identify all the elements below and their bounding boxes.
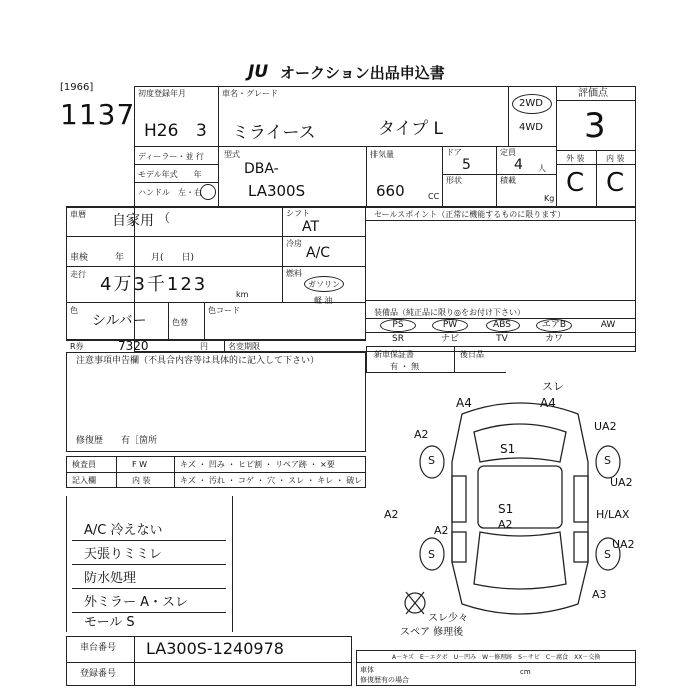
mark-s1-roof: S1 xyxy=(500,442,516,456)
repair-label: 修復歴 有［箇所 xyxy=(76,436,158,446)
legend-row1: A－キズ E－エクボ U－凹み W－修理跡 S－サビ C－腐食 XX－交換 xyxy=(392,654,601,661)
mark-s1-mid: S1 xyxy=(498,502,514,516)
usage-paren: （ xyxy=(158,211,171,225)
mark-s-wheel-4: S xyxy=(604,548,611,561)
equip-aw: AW xyxy=(600,320,616,330)
drive-2wd: 2WD xyxy=(519,98,543,109)
legend-cm: cm xyxy=(520,668,531,676)
legend-row2: 車体 xyxy=(360,666,374,674)
shift-value: AT xyxy=(302,219,320,235)
kg-unit: Kg xyxy=(544,194,555,203)
mark-s-wheel-2: S xyxy=(604,454,611,467)
mark-a3: A3 xyxy=(592,588,607,601)
displacement-label: 排気量 xyxy=(370,150,394,159)
first-reg-month: 3 xyxy=(196,121,207,141)
warranty-label: 新車保証書 xyxy=(374,350,414,359)
color-code-label: 色コード xyxy=(208,306,240,315)
mark-s-wheel-3: S xyxy=(428,548,435,561)
name-change-label: 名変期限 xyxy=(228,342,260,351)
color-value: シルバー xyxy=(92,313,147,329)
type-label: 型式 xyxy=(224,150,240,159)
mark-a2-left: A2 xyxy=(384,508,399,521)
bottom-note-1: スレ少々 xyxy=(428,613,468,624)
model-year-label: モデル年式 年 xyxy=(138,170,202,179)
capacity-label: 定員 xyxy=(500,148,516,157)
recycle-label: R券 xyxy=(70,342,84,351)
equip-airbag: エアB xyxy=(541,320,567,330)
mark-a4-right: A4 xyxy=(540,396,556,410)
fuel-label: 燃料 xyxy=(286,269,302,278)
usage-label: 車暦 xyxy=(70,210,86,219)
load-label: 積載 xyxy=(500,176,516,185)
reg-label: 登録番号 xyxy=(80,669,117,679)
naisou-label: 内 装 xyxy=(132,476,151,485)
inspector-label: 検査員 xyxy=(72,460,96,469)
form-title: オークション出品申込書 xyxy=(280,64,445,82)
color-label: 色 xyxy=(70,306,78,315)
inspection-label: 車検 年 月( 日) xyxy=(70,253,195,263)
mark-ua2-br: UA2 xyxy=(612,538,635,551)
sheet-code: [1966] xyxy=(60,82,94,93)
note-line-1: A/C 冷えない xyxy=(84,523,163,538)
yen-label: 円 xyxy=(200,342,208,351)
score-label: 評価点 xyxy=(578,88,608,99)
mileage-value: 4万3千123 xyxy=(100,274,208,295)
bottom-note-2: スペア 修理後 xyxy=(400,627,464,638)
capacity-value: 4 xyxy=(514,157,523,173)
mark-s-wheel-1: S xyxy=(428,454,435,467)
displacement-value: 660 xyxy=(376,182,405,200)
mark-a2-mid: A2 xyxy=(498,518,513,531)
lot-number: 1137 xyxy=(60,98,136,131)
note-line-3: 防水処理 xyxy=(84,571,137,586)
chassis-value: LA300S-1240978 xyxy=(146,639,284,658)
note-line-5: モール S xyxy=(84,615,135,630)
recycle-amount: 7320 xyxy=(118,339,149,353)
first-reg-label: 初度登録年月 xyxy=(138,89,186,98)
equip-tv: TV xyxy=(496,334,508,344)
shape-label: 形状 xyxy=(446,176,462,185)
mark-ua2-r: UA2 xyxy=(610,476,633,489)
sales-points-label: セールスポイント（正常に機能するものに限ります） xyxy=(374,210,566,219)
fw-label: F W xyxy=(132,460,148,469)
entry-label: 記入欄 xyxy=(72,476,96,485)
mark-ua2-tr: UA2 xyxy=(594,420,617,433)
defects-row2: キズ ・ 汚れ ・ コゲ ・ 穴 ・ スレ ・ キレ ・ 破レ xyxy=(180,476,363,485)
mark-a4-top: A4 xyxy=(456,396,472,410)
usage-value: 自家用 xyxy=(112,213,154,229)
model-name-label: 車名・グレード xyxy=(222,89,278,98)
note-line-2: 天張りミミレ xyxy=(84,547,163,562)
aircon-value: A/C xyxy=(306,245,331,261)
km-unit: km xyxy=(236,290,249,299)
equip-navi: ナビ xyxy=(440,334,459,344)
diesel-option: 軽 油 xyxy=(314,296,333,305)
mark-hilax: H/LAX xyxy=(596,508,630,521)
equip-abs: ABS xyxy=(493,320,511,330)
equip-ps: PS xyxy=(392,320,404,330)
fuel-value: ガソリン xyxy=(308,280,340,289)
equip-sr: SR xyxy=(392,334,404,344)
notes-label: 注意事項申告欄（不具合内容等は具体的に記入して下さい） xyxy=(76,356,320,366)
mileage-label: 走行 xyxy=(70,270,86,279)
equipment-label: 装備品（純正品に限り◎をお付け下さい） xyxy=(374,308,525,317)
handle-right-circle xyxy=(200,184,216,200)
equip-leather: カワ xyxy=(544,334,563,344)
score-value: 3 xyxy=(584,106,606,146)
drive-4wd: 4WD xyxy=(519,122,543,133)
car-grade: タイプ L xyxy=(378,119,444,139)
mark-a2-tl: A2 xyxy=(414,428,429,441)
warranty-value: 有 ・ 無 xyxy=(390,362,420,371)
cc-unit: CC xyxy=(428,192,440,201)
defects-row1: キズ ・ 凹み ・ ヒビ割 ・ リペア跡 ・ ×要 xyxy=(180,460,335,469)
mark-a2-door: A2 xyxy=(434,524,449,537)
ju-logo: JU xyxy=(248,62,269,82)
shift-label: シフト xyxy=(286,209,310,218)
type-prefix: DBA- xyxy=(244,161,279,177)
legend-row3: 修復歴有の場合 xyxy=(360,676,409,684)
exterior-value: C xyxy=(566,168,585,198)
handle-label: ハンドル 左・右 xyxy=(138,188,202,197)
equip-pw: PW xyxy=(442,320,458,330)
type-code: LA300S xyxy=(248,182,306,200)
chassis-label: 車台番号 xyxy=(80,643,117,653)
exterior-label: 外 装 xyxy=(566,154,585,163)
interior-value: C xyxy=(606,168,625,198)
dealer-label: ディーラー・並 行 xyxy=(138,152,204,161)
note-line-4: 外ミラー A・スレ xyxy=(84,595,189,610)
first-reg-era: H26 xyxy=(144,121,179,141)
maintenance-label: 後日品 xyxy=(460,350,484,359)
mark-sure-top: スレ xyxy=(542,380,564,393)
car-name: ミライース xyxy=(232,123,316,143)
doors-label: ドア xyxy=(446,148,462,157)
aircon-label: 冷房 xyxy=(286,239,302,248)
doors-value: 5 xyxy=(462,157,471,173)
capacity-unit: 人 xyxy=(538,164,546,173)
interior-label: 内 装 xyxy=(606,154,625,163)
trim-label: 色替 xyxy=(172,318,188,327)
